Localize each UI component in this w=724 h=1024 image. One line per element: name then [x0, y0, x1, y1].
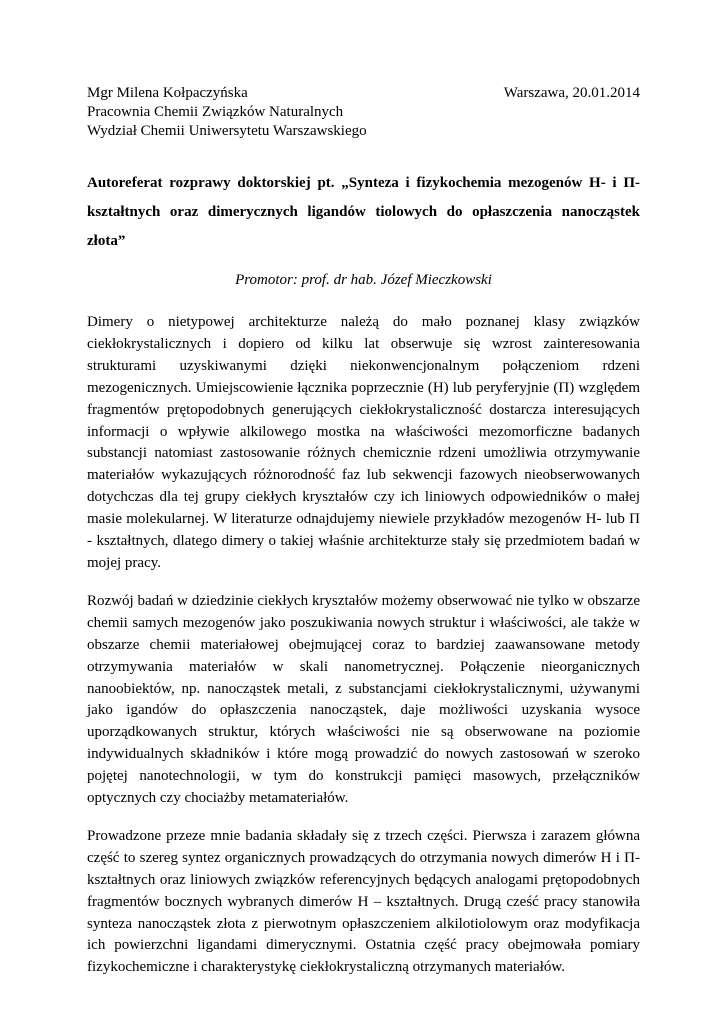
promotor-line: Promotor: prof. dr hab. Józef Mieczkowski	[235, 272, 492, 288]
author-name: Mgr Milena Kołpaczyńska	[87, 85, 248, 101]
paragraph-3: Prowadzone przeze mnie badania składały się z trzech części. Pierwsza i zarazem główna część to szereg syntez organicznych prowadzących do otrzymania nowych dimerów H i Π-kształtnych oraz liniowych związków referencyjnych będących analogami prętopodobnych fragmentów bocznych wybranych dimerów H – kształtnych. Drugą cześć pracy stanowiła synteza nanocząstek złota z pierwotnym opłaszczeniem alkilotiolowym oraz modyfikacja ich powierzchni ligandami dimerycznymi. Ostatnia część pracy obejmowała pomiary fizykochemiczne i charakterystykę ciekłokrystaliczną otrzymanych materiałów.	[87, 827, 640, 976]
faculty-name: Wydział Chemii Uniwersytetu Warszawskiego	[87, 123, 367, 139]
lab-name: Pracownia Chemii Związków Naturalnych	[87, 104, 344, 120]
document-title: Autoreferat rozprawy doktorskiej pt. „Synteza i fizykochemia mezogenów H- i Π-kształtnych oraz dimerycznych ligandów tiolowych do opłaszczenia nanocząstek złota”	[87, 175, 640, 249]
document-page	[87, 84, 640, 979]
place-date: Warszawa, 20.01.2014	[503, 85, 640, 101]
paragraph-1: Dimery o nietypowej architekturze należą do mało poznanej klasy związków ciekłokrystalicznych i dopiero od kilku lat obserwuje się wzrost zainteresowania strukturami uzyskiwanymi dzięki niekonwencjonalnym połączeniom rdzeni mezogenicznych. Umiejscowienie łącznika poprzecznie (H) lub peryferyjnie (Π) względem fragmentów prętopodobnych generujących ciekłokrystaliczność dostarcza interesujących informacji o wpływie alkilowego mostka na właściwości mezomorficzne badanych substancji natomiast zastosowanie różnych chemicznie rdzeni umożliwia otrzymywanie materiałów wykazujących różnorodność faz lub sekwencji fazowych nieobserwowanych dotychczas dla tej grupy ciekłych kryształów czy ich liniowych odpowiedników o małej masie molekularnej. W literaturze odnajdujemy niewiele przykładów mezogenów H- lub Π - kształtnych, dlatego dimery o takiej właśnie architekturze stały się przedmiotem badań w mojej pracy.	[87, 314, 640, 571]
paragraph-2: Rozwój badań w dziedzinie ciekłych kryształów możemy obserwować nie tylko w obszarze chemii samych mezogenów jako poszukiwania nowych struktur i właściwości, ale także w obszarze chemii materiałowej obejmującej coraz to bardziej zaawansowane metody otrzymywania materiałów w skali nanometrycznej. Połączenie nieorganicznych nanoobiektów, np. nanocząstek metali, z substancjami ciekłokrystalicznymi, używanymi jako igandów do opłaszczenia nanocząstek, daje możliwości uzyskania wysoce uporządkowanych struktur, których właściwości nie są obserwowane na poziomie indywidualnych składników i które mogą prowadzić do nowych zastosowań w szeroko pojętej nanotechnologii, w tym do konstrukcji pamięci masowych, przełączników optycznych czy chociażby metamateriałów.	[87, 592, 640, 807]
header-row	[87, 84, 640, 103]
